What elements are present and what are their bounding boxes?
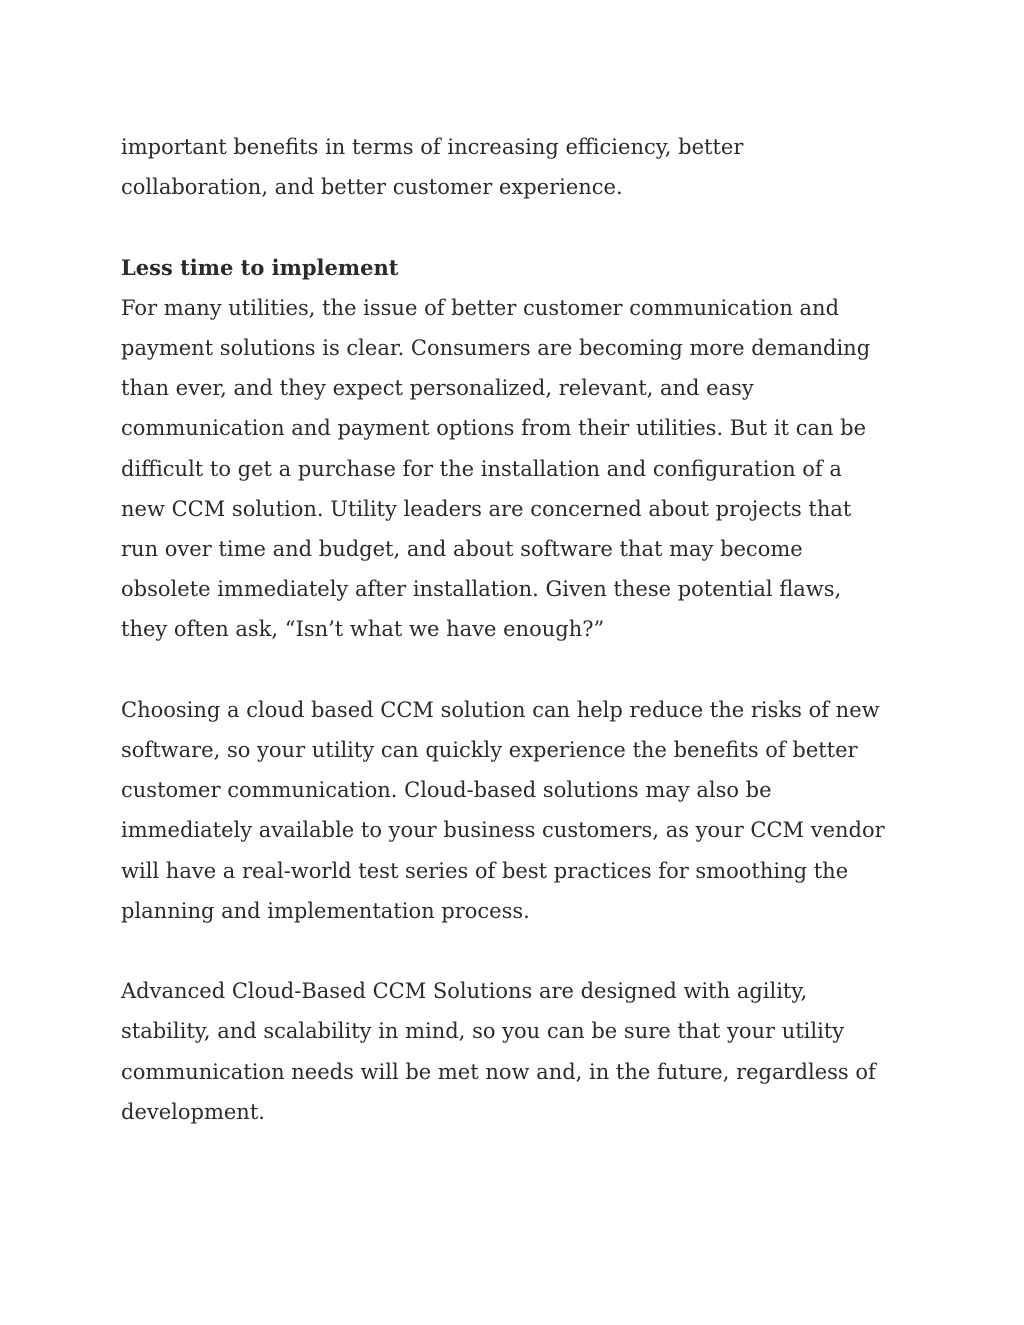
text-line: run over time and budget, and about software that may become — [121, 537, 803, 562]
text-line: Advanced Cloud-Based CCM Solutions are designed with agility, — [121, 979, 808, 1004]
text-line: software, so your utility can quickly experience the benefits of better — [121, 738, 858, 763]
text-line: will have a real-world test series of best practices for smoothing the — [121, 858, 849, 883]
document-body — [121, 127, 911, 1132]
section-less-time-to-implement — [121, 248, 911, 650]
text-line: development. — [121, 1099, 265, 1124]
text-line: communication needs will be met now and, in the future, regardless of — [121, 1059, 876, 1084]
intro-paragraph — [121, 127, 911, 207]
text-line: important benefits in terms of increasing efficiency, better — [121, 135, 744, 159]
text-line: immediately available to your business customers, as your CCM vendor — [121, 818, 885, 843]
text-line: customer communication. Cloud-based solutions may also be — [121, 778, 772, 803]
text-line: obsolete immediately after installation. Given these potential flaws, — [121, 577, 842, 602]
text-line: Choosing a cloud based CCM solution can help reduce the risks of new — [121, 697, 880, 722]
paragraph-cloud-based-solution — [121, 690, 911, 931]
text-line: difficult to get a purchase for the installation and configuration of a — [121, 456, 842, 481]
text-line: they often ask, “Isn’t what we have enough?” — [121, 617, 605, 642]
text-line: For many utilities, the issue of better customer communication and — [121, 295, 840, 320]
text-line: stability, and scalability in mind, so you can be sure that your utility — [121, 1019, 845, 1044]
text-line: communication and payment options from their utilities. But it can be — [121, 416, 867, 441]
paragraph-advanced-solutions — [121, 971, 911, 1132]
text-line: collaboration, and better customer experience. — [121, 175, 623, 200]
text-line: than ever, and they expect personalized, relevant, and easy — [121, 376, 754, 401]
text-line: new CCM solution. Utility leaders are concerned about projects that — [121, 496, 852, 521]
section-heading: Less time to implement — [121, 254, 399, 280]
text-line: planning and implementation process. — [121, 898, 530, 923]
text-line: payment solutions is clear. Consumers are becoming more demanding — [121, 336, 871, 360]
